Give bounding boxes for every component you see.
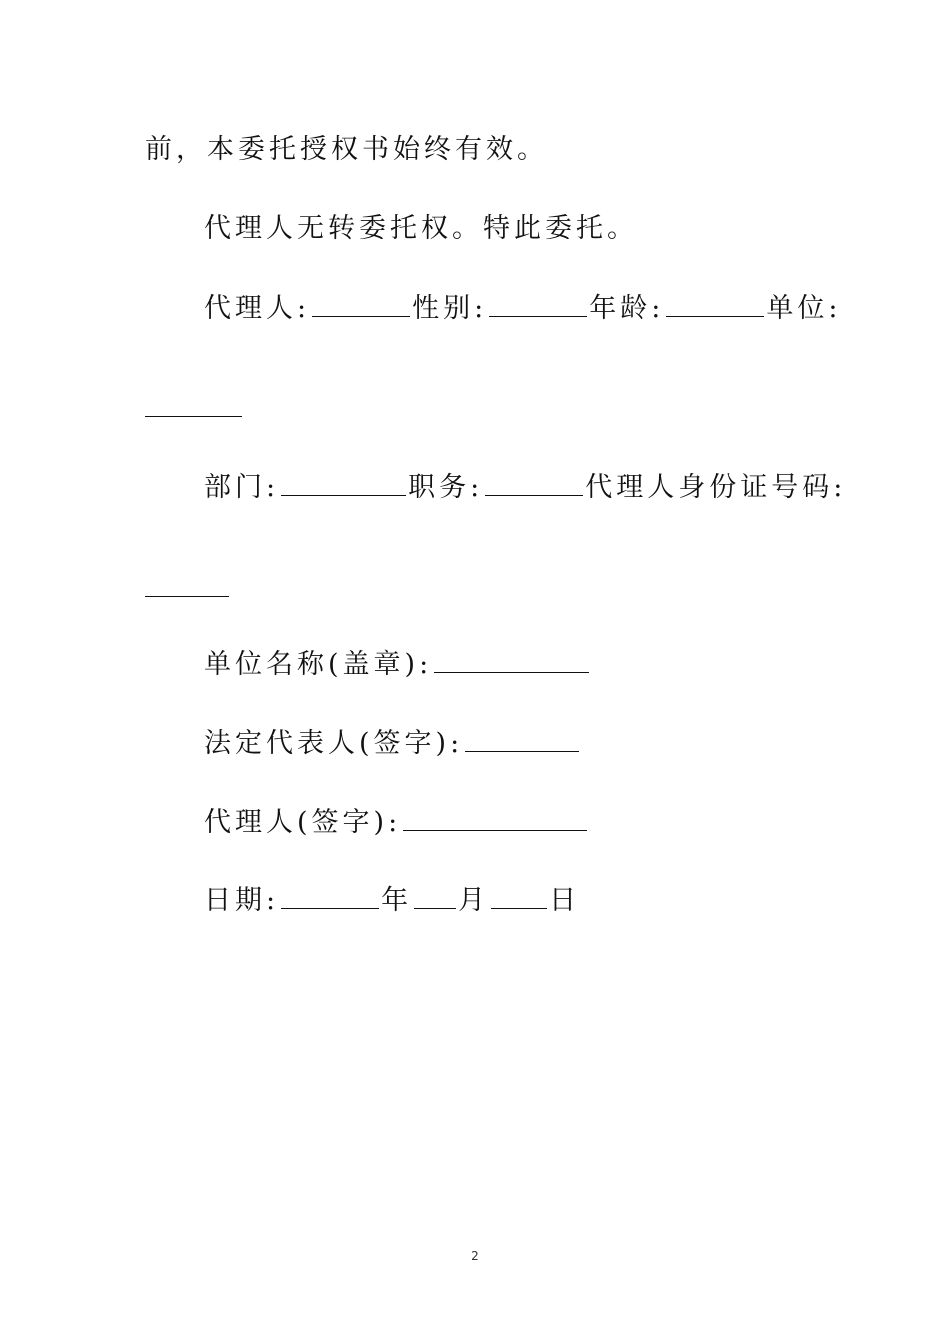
agent-sign-label: 代理人(签字): — [204, 807, 402, 838]
date-row — [204, 886, 580, 914]
unit-label: 单位: — [766, 293, 842, 324]
day-blank — [491, 886, 547, 909]
id-number-blank — [145, 574, 229, 597]
age-blank — [666, 294, 764, 317]
agent-name-blank — [312, 294, 410, 317]
department-row — [204, 473, 846, 501]
agent-info-row — [204, 294, 841, 322]
department-blank — [281, 473, 406, 496]
text-line-no-subdelegation: 代理人无转委托权。特此委托。 — [204, 213, 638, 244]
unit-name-label: 单位名称(盖章): — [204, 649, 433, 680]
gender-label: 性别: — [412, 293, 488, 324]
page-number: 2 — [471, 1249, 479, 1263]
position-label: 职务: — [408, 472, 484, 503]
day-label: 日 — [549, 885, 581, 916]
unit-name-blank — [434, 650, 589, 673]
position-blank — [485, 473, 583, 496]
year-label: 年 — [381, 885, 413, 916]
year-blank — [281, 886, 379, 909]
legal-rep-label: 法定代表人(签字): — [204, 728, 464, 759]
month-blank — [414, 886, 456, 909]
agent-signature-row — [204, 808, 589, 836]
department-label: 部门: — [204, 472, 280, 503]
unit-name-row — [204, 650, 591, 678]
agent-label: 代理人: — [204, 293, 311, 324]
text-line-validity: 前，本委托授权书始终有效。 — [145, 134, 548, 165]
legal-rep-blank — [465, 729, 579, 752]
gender-blank — [489, 294, 587, 317]
age-label: 年龄: — [589, 293, 665, 324]
month-label: 月 — [458, 885, 490, 916]
unit-continuation-row — [145, 394, 242, 422]
date-label: 日期: — [204, 885, 280, 916]
legal-representative-row — [204, 729, 581, 757]
unit-blank — [145, 394, 242, 417]
id-continuation-row — [145, 574, 229, 602]
agent-sign-blank — [403, 808, 587, 831]
id-number-label: 代理人身份证号码: — [585, 472, 847, 503]
